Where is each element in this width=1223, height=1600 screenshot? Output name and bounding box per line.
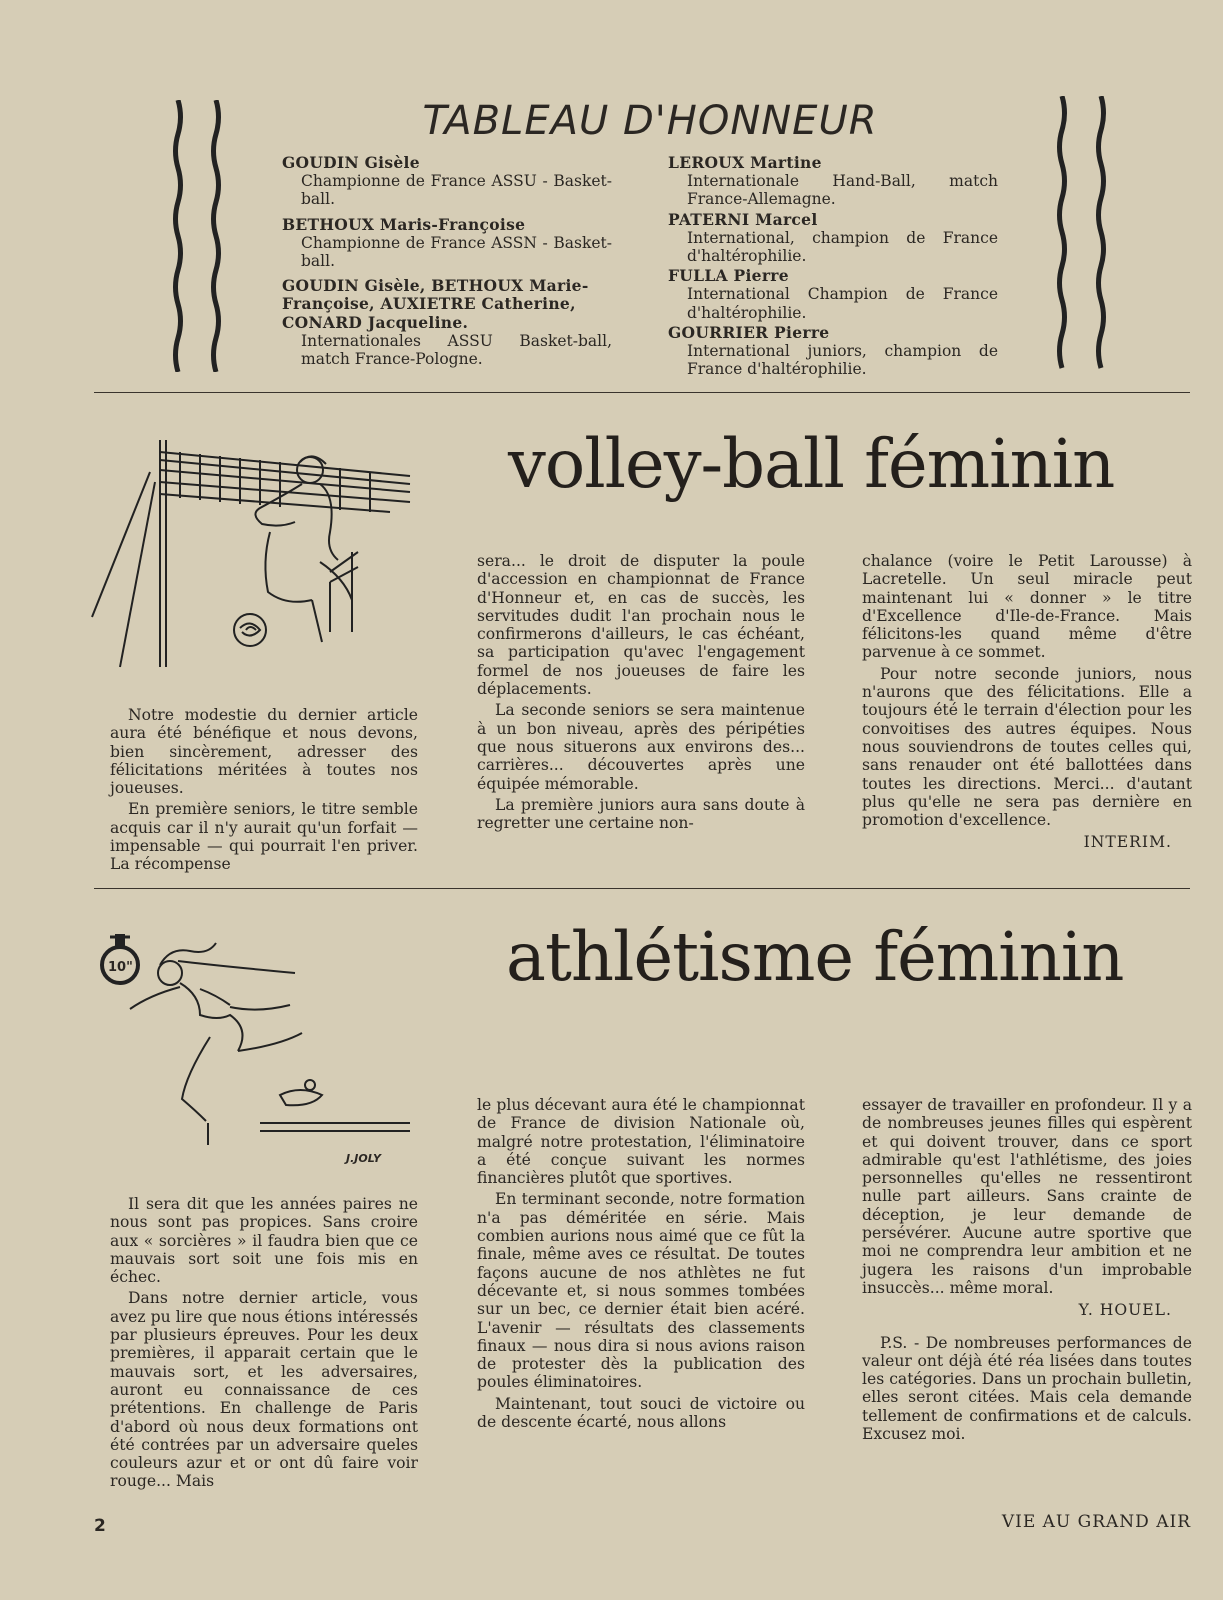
honour-entry [282,216,612,271]
honour-entry [282,154,612,209]
athletics-column-3 [862,1096,1192,1446]
wavy-border-right-outer [1094,96,1108,372]
honour-board-right-column [668,154,998,385]
postscript: P.S. - De nombreuses performances de valeur ont déjà été réa lisées dans toutes les catégories. Dans un prochain bulletin, elles seront citées. Mais cela demande tellement de confirmations et de calculs. Excusez moi. [862,1333,1192,1444]
honour-entry-name: LEROUX Martine [668,153,822,172]
honour-entry [668,154,998,209]
honour-entry-desc: Internationales ASSU Basket-ball, match France-Pologne. [301,331,612,369]
paragraph: La première juniors aura sans doute à regretter une certaine non- [477,795,805,833]
honour-board-left-column [282,154,612,375]
honour-entry-name: GOURRIER Pierre [668,322,830,342]
page-number: 2 [94,1516,106,1536]
honour-board-title: TABLEAU D'HONNEUR [422,98,878,144]
honour-entry [668,211,998,266]
honour-entry-name: BETHOUX Maris-Françoise [282,214,526,234]
athlete-runner-illustration [90,925,430,1175]
volleyball-headline: volley-ball féminin [508,425,1115,503]
athletics-headline: athlétisme féminin [506,918,1124,996]
paragraph: Pour notre seconde juniors, nous n'aurons que des félicitations. Elle a toujours été le terrain d'élection pour les convoitises des autres équipes. Nous nous souviendrons de toutes celles qui, sans renauder ont été ballottées dans toutes les directions. Merci... d'autant plus qu'elle ne sera pas dernière en promotion d'excellence. [862,664,1192,830]
volleyball-column-1 [110,706,418,877]
paragraph: La seconde seniors se sera maintenue à un bon niveau, après des péripéties que nous situerons aux environs des... carrières... découvertes après une équipée mémorable. [477,701,805,793]
volleyball-column-2 [477,552,805,835]
honour-entry-desc: International, champion de France d'haltérophilie. [687,228,998,266]
honour-entry [282,277,612,368]
paragraph: Maintenant, tout souci de victoire ou de descente écarté, nous allons [477,1394,805,1432]
athletics-signature: Y. HOUEL. [1078,1301,1172,1320]
honour-entry-name: FULLA Pierre [668,266,789,286]
section-divider [94,392,1190,393]
honour-entry-name: PATERNI Marcel [668,209,818,229]
paragraph: Dans notre dernier article, vous avez pu lire que nous étions intéressés par plusieurs épreuves. Pour les deux premières, il apparait certain que le mauvais sort, et les adversaires, auront eu connaissance de ces prétentions. En challenge de Paris d'abord où nous deux formations ont été contrées par un adversaire queles couleurs azur et or ont dû faire voir rouge... Mais [110,1289,418,1491]
paragraph: sera... le droit de disputer la poule d'accession en championnat de France d'Honneur et, en cas de succès, les servitudes dudit l'an prochain nous le confirmerons d'ailleurs, le cas échéant, sa participation qu'avec l'engagement formel de nos joueuses de faire les déplacements. [477,552,805,699]
paragraph: chalance (voire le Petit Larousse) à Lacretelle. Un seul miracle peut maintenant lui « donner » le titre d'Excellence d'Ile-de-France. Mais félicitons-les quand même d'être parvenue à ce sommet. [862,552,1192,662]
honour-entry-desc: Championne de France ASSU - Basket-ball. [301,172,612,209]
honour-entry-desc: Championne de France ASSN - Basket-ball. [301,233,612,271]
wavy-border-right-inner [1055,96,1069,372]
honour-entry-name: GOUDIN Gisèle, BETHOUX Marie-Françoise, AUXIETRE Catherine, CONARD Jacqueline. [282,276,589,332]
honour-entry [668,267,998,322]
volleyball-column-3 [862,552,1192,852]
wavy-border-left-outer [171,100,185,372]
honour-entry [668,324,998,379]
athletics-column-2 [477,1096,805,1434]
paragraph: En première seniors, le titre semble acquis car il n'y aurait qu'un forfait — impensable — qui pourrait l'en priver. La récompense [110,800,418,874]
paragraph: le plus décevant aura été le championnat de France de division Nationale où, malgré notre protestation, l'éliminatoire a été conçue suivant les normes financières plutôt que sportives. [477,1096,805,1188]
paragraph: En terminant seconde, notre formation n'a pas déméritée en série. Mais combien aurions nous aimé que ce fût la finale, même aves ce résultat. De toutes façons aucune de nos athlètes ne fut décevante et, si nous sommes tombées sur un bec, ce dernier était bien acéré. L'avenir — résultats des classements finaux — nous dira si nous avions raison de protester dès la publication des poules éliminatoires. [477,1190,805,1392]
section-divider [94,888,1190,889]
volleyball-signature: INTERIM. [1083,833,1172,852]
honour-entry-desc: Internationale Hand-Ball, match France-Allemagne. [687,172,998,209]
paragraph: Il sera dit que les années paires ne nous sont pas propices. Sans croire aux « sorcières » il faudra bien que ce mauvais sort soit une fois mis en échec. [110,1195,418,1287]
honour-entry-desc: International Champion de France d'haltérophilie. [687,285,998,322]
stopwatch-label: 10" [108,960,133,975]
paragraph: Notre modestie du dernier article aura été bénéfique et nous devons, bien sincèrement, adresser des félicitations méritées à toutes nos joueuses. [110,706,418,798]
wavy-border-left-inner [209,100,223,372]
publication-title: VIE AU GRAND AIR [1001,1512,1191,1532]
volleyball-player-illustration [90,432,430,682]
artist-signature: J.JOLY [346,1152,381,1165]
honour-entry-name: GOUDIN Gisèle [282,153,420,172]
paragraph: essayer de travailler en profondeur. Il y a de nombreuses jeunes filles qui espèrent et qui doivent trouver, dans ce sport admirable qu'est l'athlétisme, des joies personnelles qu'elles ne ressentiront nulle part ailleurs. Sans crainte de déception, je leur demande de persévérer. Aucune autre sportive que moi ne comprendra leur ambition et ne jugera les raisons d'un improbable insuccès... même moral. [862,1096,1192,1297]
honour-entry-desc: International juniors, champion de France d'haltérophilie. [687,342,998,379]
athletics-column-1 [110,1195,418,1494]
